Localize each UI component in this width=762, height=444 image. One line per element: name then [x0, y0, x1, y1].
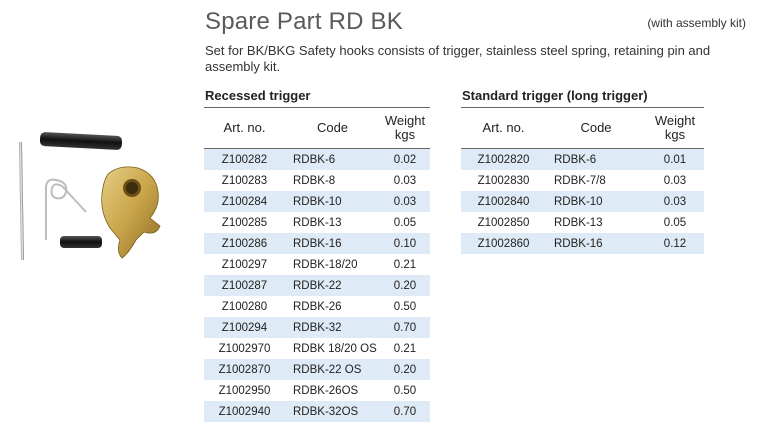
art-no-cell: Z1002970	[218, 342, 271, 355]
table-row	[204, 212, 430, 233]
art-no-cell: Z1002830	[477, 174, 530, 187]
table-row	[204, 359, 430, 380]
table-row	[204, 296, 430, 317]
code-cell: RDBK-6	[546, 149, 646, 171]
page-subtitle: (with assembly kit)	[647, 16, 746, 30]
weight-cell: 0.21	[393, 258, 417, 271]
table-row	[461, 170, 704, 191]
art-no-cell: Z100297	[221, 258, 268, 271]
col-weight-line2: kgs	[394, 127, 416, 142]
code-cell: RDBK-8	[293, 174, 336, 187]
code-cell: RDBK-16	[285, 233, 380, 254]
col-art-no: Art. no.	[461, 108, 546, 149]
weight-cell: 0.02	[380, 149, 430, 171]
code-cell: RDBK-32	[285, 317, 380, 338]
weight-cell: 0.21	[393, 342, 417, 355]
table-row	[461, 191, 704, 212]
col-weight-line1: Weight	[654, 113, 696, 128]
table-row	[461, 233, 704, 254]
code-cell: RDBK-7/8	[554, 174, 606, 187]
recessed-trigger-section	[204, 87, 430, 422]
col-code: Code	[285, 108, 380, 149]
recessed-trigger-title: Recessed trigger	[205, 88, 311, 103]
weight-cell: 0.50	[393, 384, 417, 397]
weight-cell: 0.10	[380, 233, 430, 254]
table-row	[204, 170, 430, 191]
col-weight-line1: Weight	[384, 113, 426, 128]
weight-cell: 0.20	[380, 275, 430, 296]
art-no-cell: Z100283	[221, 174, 268, 187]
weight-cell: 0.05	[663, 216, 687, 229]
code-cell: RDBK-18/20	[293, 258, 358, 271]
code-cell: RDBK-6	[285, 149, 380, 171]
col-weight-line2: kgs	[664, 127, 686, 142]
table-header-row	[461, 108, 704, 149]
art-no-cell: Z100287	[204, 275, 285, 296]
recessed-table-body	[204, 149, 430, 423]
table-row	[204, 149, 430, 171]
code-cell: RDBK-26	[293, 300, 342, 313]
description: Set for BK/BKG Safety hooks consists of trigger, stainless steel spring, retaining pin and assembly kit.	[205, 43, 711, 74]
col-weight	[646, 108, 704, 149]
code-cell: RDBK-32OS	[285, 401, 380, 422]
table-row	[204, 254, 430, 275]
weight-cell: 0.20	[380, 359, 430, 380]
weight-cell: 0.70	[380, 317, 430, 338]
code-cell: RDBK-13	[554, 216, 603, 229]
col-art-no: Art. no.	[204, 108, 285, 149]
standard-trigger-table	[461, 107, 704, 254]
art-no-cell: Z100286	[204, 233, 285, 254]
table-header-row	[204, 108, 430, 149]
table-row	[204, 380, 430, 401]
code-cell: RDBK 18/20 OS	[293, 342, 377, 355]
col-code: Code	[546, 108, 646, 149]
art-no-cell: Z1002820	[461, 149, 546, 171]
weight-cell: 0.01	[646, 149, 704, 171]
table-row	[204, 401, 430, 422]
standard-trigger-title: Standard trigger (long trigger)	[462, 88, 648, 103]
table-row	[204, 338, 430, 359]
page-title: Spare Part RD BK	[205, 8, 403, 35]
weight-cell: 0.70	[380, 401, 430, 422]
code-cell: RDBK-10	[285, 191, 380, 212]
art-no-cell: Z1002940	[204, 401, 285, 422]
code-cell: RDBK-10	[546, 191, 646, 212]
standard-table-body	[461, 149, 704, 255]
weight-cell: 0.03	[393, 174, 417, 187]
weight-cell: 0.12	[646, 233, 704, 254]
art-no-cell: Z100285	[221, 216, 268, 229]
weight-cell: 0.03	[646, 191, 704, 212]
col-weight	[380, 108, 430, 149]
weight-cell: 0.05	[393, 216, 417, 229]
code-cell: RDBK-13	[293, 216, 342, 229]
code-cell: RDBK-22 OS	[285, 359, 380, 380]
spare-part-kit-photo-icon	[10, 128, 190, 268]
code-cell: RDBK-22	[285, 275, 380, 296]
table-row	[204, 191, 430, 212]
code-cell: RDBK-26OS	[293, 384, 359, 397]
art-no-cell: Z1002870	[204, 359, 285, 380]
weight-cell: 0.50	[393, 300, 417, 313]
art-no-cell: Z1002840	[461, 191, 546, 212]
table-row	[204, 317, 430, 338]
weight-cell: 0.03	[663, 174, 687, 187]
art-no-cell: Z100284	[204, 191, 285, 212]
table-row	[204, 233, 430, 254]
art-no-cell: Z1002860	[461, 233, 546, 254]
code-cell: RDBK-16	[546, 233, 646, 254]
weight-cell: 0.03	[380, 191, 430, 212]
art-no-cell: Z100294	[204, 317, 285, 338]
table-row	[204, 275, 430, 296]
table-row	[461, 212, 704, 233]
art-no-cell: Z1002950	[218, 384, 271, 397]
art-no-cell: Z100280	[221, 300, 268, 313]
recessed-trigger-table	[204, 107, 430, 422]
standard-trigger-section	[461, 87, 704, 254]
art-no-cell: Z100282	[204, 149, 285, 171]
table-row	[461, 149, 704, 171]
art-no-cell: Z1002850	[477, 216, 530, 229]
